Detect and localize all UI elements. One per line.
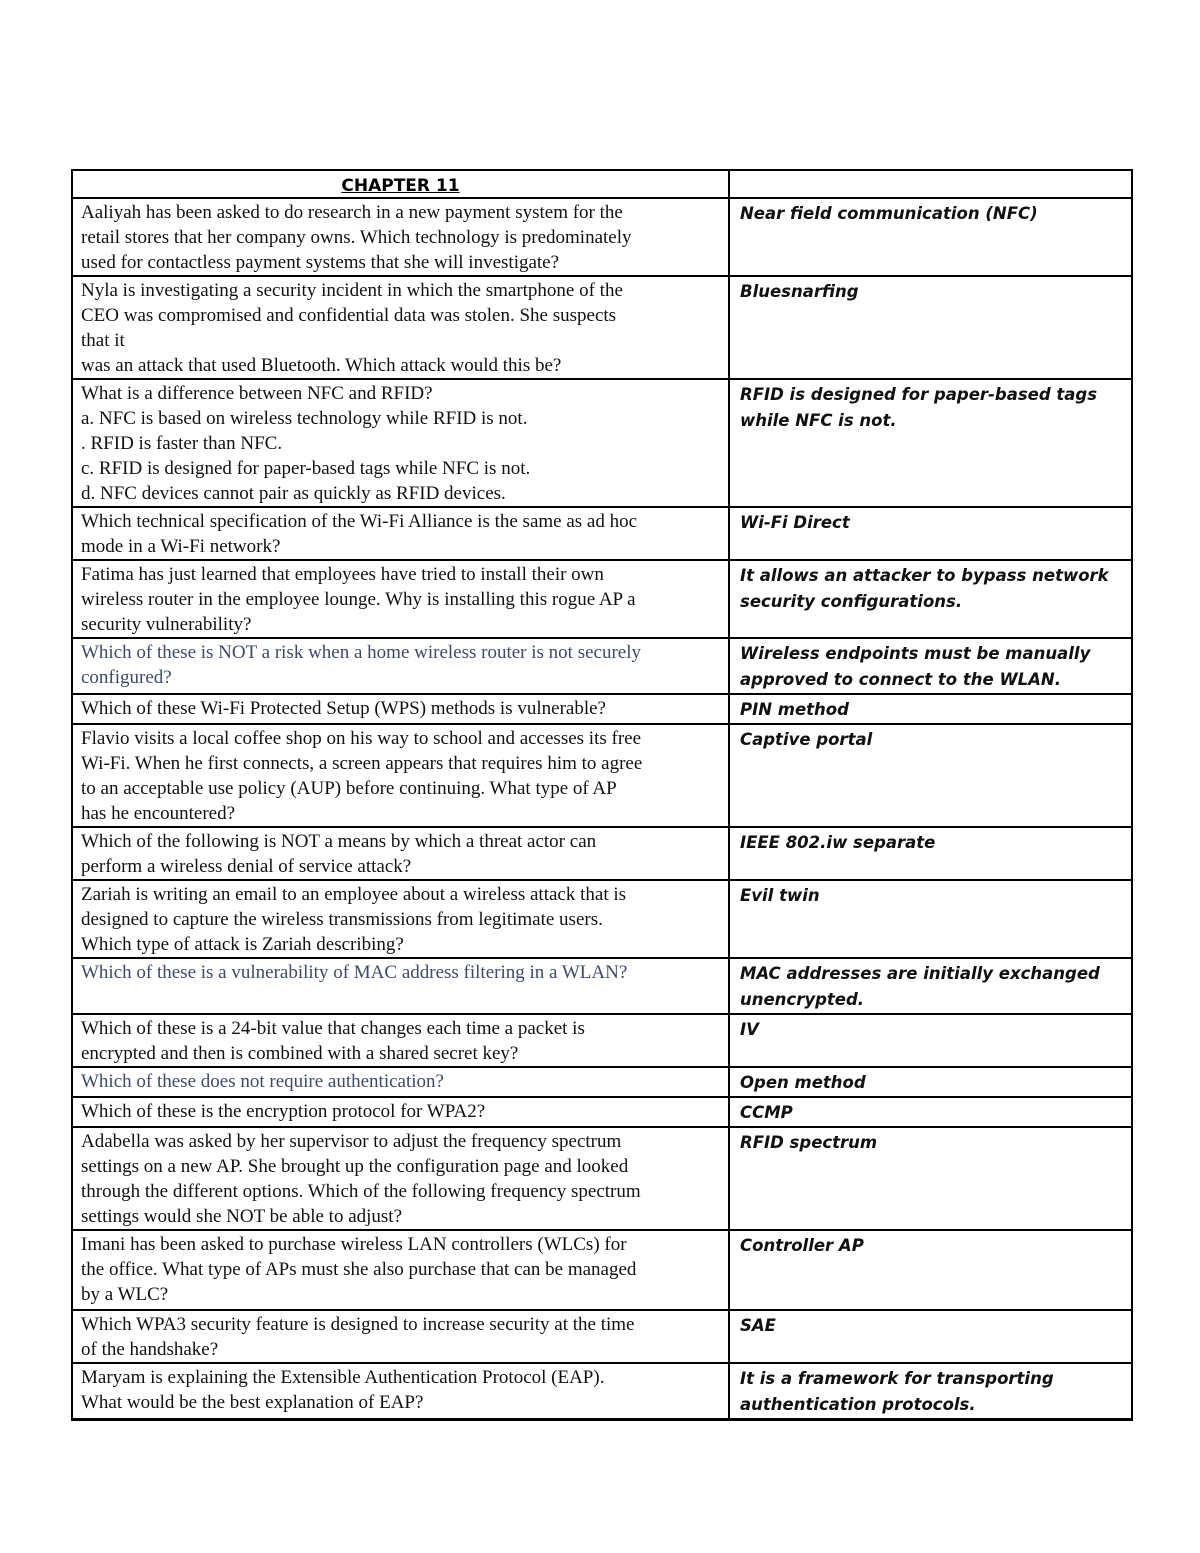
answer-cell — [729, 694, 1132, 724]
answer-line: IEEE 802.iw separate — [740, 833, 936, 852]
answer-line: Wireless endpoints must be manually — [740, 644, 1091, 663]
question-line: mode in a Wi-Fi network? — [81, 536, 281, 557]
answer-line: authentication protocols. — [740, 1395, 976, 1414]
answer-line: Captive portal — [740, 730, 873, 749]
answer-line: IV — [740, 1020, 759, 1039]
question-cell — [72, 1310, 729, 1363]
question-line: Which type of attack is Zariah describing? — [81, 934, 404, 955]
question-cell — [72, 1097, 729, 1127]
answer-line: Open method — [740, 1073, 866, 1092]
question-cell — [72, 827, 729, 880]
answer-line: Controller AP — [740, 1236, 864, 1255]
answer-cell — [729, 1310, 1132, 1363]
question-line: was an attack that used Bluetooth. Which attack would this be? — [81, 355, 562, 376]
answer-cell — [729, 560, 1132, 638]
answer-line: security configurations. — [740, 592, 963, 611]
question-line: the office. What type of APs must she also purchase that can be managed — [81, 1259, 637, 1280]
question-cell — [72, 694, 729, 724]
question-line: Maryam is explaining the Extensible Authentication Protocol (EAP). — [81, 1367, 605, 1388]
answer-line: CCMP — [740, 1103, 793, 1122]
table-row — [72, 827, 1132, 880]
question-line: security vulnerability? — [81, 614, 252, 635]
chapter-table — [71, 169, 1133, 1421]
answer-line: It allows an attacker to bypass network — [740, 566, 1109, 585]
table-row — [72, 560, 1132, 638]
question-cell — [72, 507, 729, 560]
question-line: Fatima has just learned that employees have tried to install their own — [81, 564, 604, 585]
answer-cell — [729, 958, 1132, 1014]
question-line: Which WPA3 security feature is designed to increase security at the time — [81, 1314, 635, 1335]
question-cell — [72, 379, 729, 507]
table-row — [72, 880, 1132, 958]
answer-cell — [729, 638, 1132, 694]
question-cell — [72, 276, 729, 379]
question-line: Wi-Fi. When he first connects, a screen appears that requires him to agree — [81, 753, 643, 774]
question-line: that it — [81, 330, 125, 351]
answer-cell — [729, 507, 1132, 560]
table-row — [72, 1014, 1132, 1067]
answer-line: Evil twin — [740, 886, 820, 905]
question-line: retail stores that her company owns. Which technology is predominately — [81, 227, 632, 248]
question-line: Zariah is writing an email to an employee about a wireless attack that is — [81, 884, 627, 905]
table-row — [72, 1310, 1132, 1363]
question-cell — [72, 1127, 729, 1230]
question-line: wireless router in the employee lounge. Why is installing this rogue AP a — [81, 589, 636, 610]
question-cell — [72, 1363, 729, 1420]
question-line: to an acceptable use policy (AUP) before continuing. What type of AP — [81, 778, 617, 799]
question-line: Adabella was asked by her supervisor to adjust the frequency spectrum — [81, 1131, 622, 1152]
question-cell — [72, 1067, 729, 1097]
answer-cell — [729, 724, 1132, 827]
question-line: has he encountered? — [81, 803, 236, 824]
question-line: of the handshake? — [81, 1339, 219, 1360]
answer-line: It is a framework for transporting — [740, 1369, 1054, 1388]
question-line: perform a wireless denial of service attack? — [81, 856, 412, 877]
question-line: . RFID is faster than NFC. — [81, 433, 283, 454]
answer-cell — [729, 827, 1132, 880]
table-row — [72, 379, 1132, 507]
question-line: Aaliyah has been asked to do research in a new payment system for the — [81, 202, 623, 223]
chapter-title: CHAPTER 11 — [341, 176, 460, 196]
answer-line: PIN method — [740, 700, 849, 719]
question-cell — [72, 880, 729, 958]
question-cell — [72, 638, 729, 694]
table-row — [72, 276, 1132, 379]
question-cell — [72, 560, 729, 638]
question-line: settings would she NOT be able to adjust? — [81, 1206, 403, 1227]
answer-cell — [729, 1097, 1132, 1127]
table-row — [72, 694, 1132, 724]
answer-cell — [729, 1363, 1132, 1420]
answer-line: MAC addresses are initially exchanged — [740, 964, 1100, 983]
question-line: Which of these is the encryption protocol for WPA2? — [81, 1101, 486, 1122]
question-line: used for contactless payment systems that she will investigate? — [81, 252, 560, 273]
question-cell — [72, 198, 729, 276]
table-row — [72, 507, 1132, 560]
title-empty-cell — [729, 170, 1132, 198]
answer-cell — [729, 1230, 1132, 1310]
answer-cell — [729, 1014, 1132, 1067]
question-line: designed to capture the wireless transmissions from legitimate users. — [81, 909, 603, 930]
question-cell — [72, 724, 729, 827]
question-line: d. NFC devices cannot pair as quickly as RFID devices. — [81, 483, 506, 504]
table-row — [72, 1363, 1132, 1420]
answer-cell — [729, 198, 1132, 276]
question-line: by a WLC? — [81, 1284, 169, 1305]
question-line: Nyla is investigating a security incident in which the smartphone of the — [81, 280, 623, 301]
answer-cell — [729, 1067, 1132, 1097]
answer-cell — [729, 1127, 1132, 1230]
table-row — [72, 198, 1132, 276]
question-line: Which of these does not require authentication? — [81, 1071, 444, 1092]
question-line: Which of these is a 24-bit value that changes each time a packet is — [81, 1018, 585, 1039]
question-line: Which of the following is NOT a means by which a threat actor can — [81, 831, 597, 852]
answer-line: Wi-Fi Direct — [740, 513, 850, 532]
table-row — [72, 1127, 1132, 1230]
question-line: What is a difference between NFC and RFID? — [81, 383, 433, 404]
answer-line: Near field communication (NFC) — [740, 204, 1038, 223]
answer-cell — [729, 379, 1132, 507]
question-line: Which of these is NOT a risk when a home wireless router is not securely — [81, 642, 641, 663]
question-cell — [72, 958, 729, 1014]
title-row — [72, 170, 1132, 198]
question-cell — [72, 1014, 729, 1067]
question-line: configured? — [81, 667, 172, 688]
question-line: encrypted and then is combined with a shared secret key? — [81, 1043, 519, 1064]
question-line: Which technical specification of the Wi-Fi Alliance is the same as ad hoc — [81, 511, 638, 532]
answer-line: RFID is designed for paper-based tags — [740, 385, 1098, 404]
answer-line: Bluesnarfing — [740, 282, 859, 301]
answer-cell — [729, 276, 1132, 379]
answer-cell — [729, 880, 1132, 958]
table-row — [72, 958, 1132, 1014]
answer-line: while NFC is not. — [740, 411, 897, 430]
question-line: Imani has been asked to purchase wireless LAN controllers (WLCs) for — [81, 1234, 627, 1255]
question-line: Which of these Wi-Fi Protected Setup (WPS) methods is vulnerable? — [81, 698, 606, 719]
question-line: CEO was compromised and confidential data was stolen. She suspects — [81, 305, 617, 326]
table-row — [72, 724, 1132, 827]
answer-line: RFID spectrum — [740, 1133, 878, 1152]
question-line: Flavio visits a local coffee shop on his way to school and accesses its free — [81, 728, 642, 749]
question-line: a. NFC is based on wireless technology while RFID is not. — [81, 408, 528, 429]
question-line: c. RFID is designed for paper-based tags while NFC is not. — [81, 458, 531, 479]
title-cell — [72, 170, 729, 198]
table-row — [72, 1067, 1132, 1097]
table-row — [72, 1097, 1132, 1127]
table-row — [72, 638, 1132, 694]
question-line: settings on a new AP. She brought up the configuration page and looked — [81, 1156, 629, 1177]
question-cell — [72, 1230, 729, 1310]
question-line: through the different options. Which of the following frequency spectrum — [81, 1181, 641, 1202]
answer-line: approved to connect to the WLAN. — [740, 670, 1062, 689]
answer-line: unencrypted. — [740, 990, 865, 1009]
answer-line: SAE — [740, 1316, 776, 1335]
question-line: What would be the best explanation of EAP? — [81, 1392, 424, 1413]
question-line: Which of these is a vulnerability of MAC address filtering in a WLAN? — [81, 962, 628, 983]
table-row — [72, 1230, 1132, 1310]
